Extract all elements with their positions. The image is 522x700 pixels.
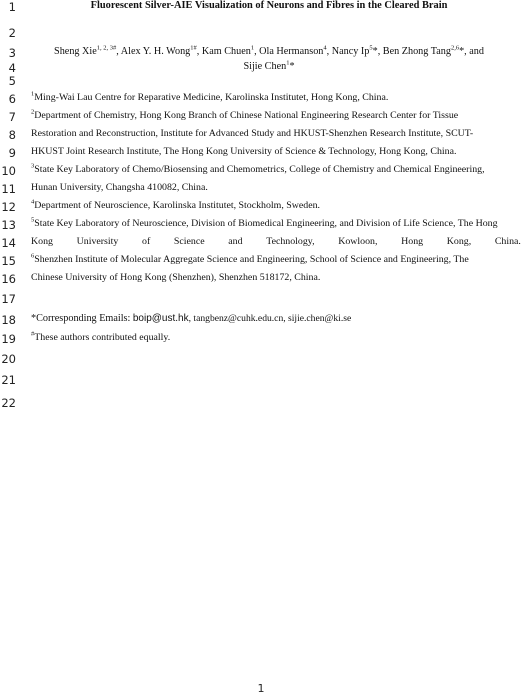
line-number: 8 (8, 128, 16, 142)
line-number: 2 (8, 26, 16, 40)
corresponding-emails (31, 313, 522, 324)
line-number: 14 (1, 236, 16, 250)
line-number: 9 (8, 146, 16, 160)
author: Ola Hermanson$^4$, (259, 44, 332, 57)
line-number: 20 (1, 352, 16, 366)
line-number: 11 (1, 182, 16, 196)
affiliation-6-line-2: Chinese University of Hong Kong (Shenzhen), Shenzhen 518172, China. (31, 272, 321, 283)
line-number: 15 (1, 254, 16, 268)
affiliation-6: $^6$Shenzhen Institute of Molecular Aggregate Science and Engineering, School of Science and Engineering, The (31, 252, 469, 265)
author: Kam Chuen$^1$, (201, 44, 260, 57)
line-number: 19 (1, 332, 16, 346)
line-number: 17 (1, 292, 16, 306)
affiliation-3: $^3$State Key Laboratory of Chemo/Biosensing and Chemometrics, College of Chemistry and Chemical Engineering, (31, 162, 485, 175)
email-link[interactable]: boip@ust.hk (132, 313, 189, 324)
line-number: 6 (8, 92, 16, 106)
line-number: 10 (1, 164, 16, 178)
affiliation-5-line-2: Kong University of Science and Technology, Kowloon, Hong Kong, China. (31, 236, 521, 247)
line-number: 4 (8, 61, 16, 75)
email-list[interactable]: , tangbenz@cuhk.edu.cn, sijie.chen@ki.se (188, 313, 352, 324)
page-number: 1 (257, 682, 265, 695)
line-number: 12 (1, 200, 16, 214)
affiliation-2-line-2: Restoration and Reconstruction, Institute for Advanced Study and HKUST-Shenzhen Research Institute, SCUT- (31, 128, 474, 139)
affiliation-1: $^1$Ming-Wai Lau Centre for Reparative Medicine, Karolinska Institutet, Hong Kong, China. (31, 90, 389, 103)
equal-contribution-note: #These authors contributed equally. (31, 330, 171, 343)
line-number: 18 (1, 313, 16, 327)
line-number: 5 (8, 74, 16, 88)
author: Nancy Ip$^5$*, (331, 44, 383, 57)
affiliation-3-line-2: Hunan University, Changsha 410082, China. (31, 182, 208, 193)
author: Sheng Xie$^{1, 2, 3\#}$, (54, 44, 121, 57)
author: Alex Y. H. Wong$^{1\#}$, (120, 44, 202, 57)
corresponding-label: *Corresponding Emails: (31, 313, 133, 324)
line-number: 21 (1, 373, 16, 387)
author-list-continued (16, 61, 522, 72)
line-number: 7 (8, 110, 16, 124)
paper-title: Fluorescent Silver-AIE Visualization of Neurons and Fibres in the Cleared Brain (90, 0, 448, 11)
line-number: 22 (1, 396, 16, 410)
author: Ben Zhong Tang$^{2,6}$*, and (382, 44, 484, 57)
affiliation-4: $^4$Department of Neuroscience, Karolinska Institutet, Stockholm, Sweden. (31, 198, 321, 211)
affiliation-2-line-3: HKUST Joint Research Institute, The Hong Kong University of Science & Technology, Hong Kong, China. (31, 146, 457, 157)
line-number: 16 (1, 272, 16, 286)
line-number: 1 (8, 0, 16, 14)
author-list (16, 46, 522, 57)
line-number: 13 (1, 218, 16, 232)
affiliation-2: $^2$Department of Chemistry, Hong Kong Branch of Chinese National Engineering Research Center for Tissue (31, 108, 459, 121)
line-number: 3 (8, 46, 16, 60)
author: Sijie Chen$^1$* (243, 59, 295, 72)
affiliation-5: $^5$State Key Laboratory of Neuroscience, Division of Biomedical Engineering, and Division of Life Science, The Hong (31, 216, 498, 229)
